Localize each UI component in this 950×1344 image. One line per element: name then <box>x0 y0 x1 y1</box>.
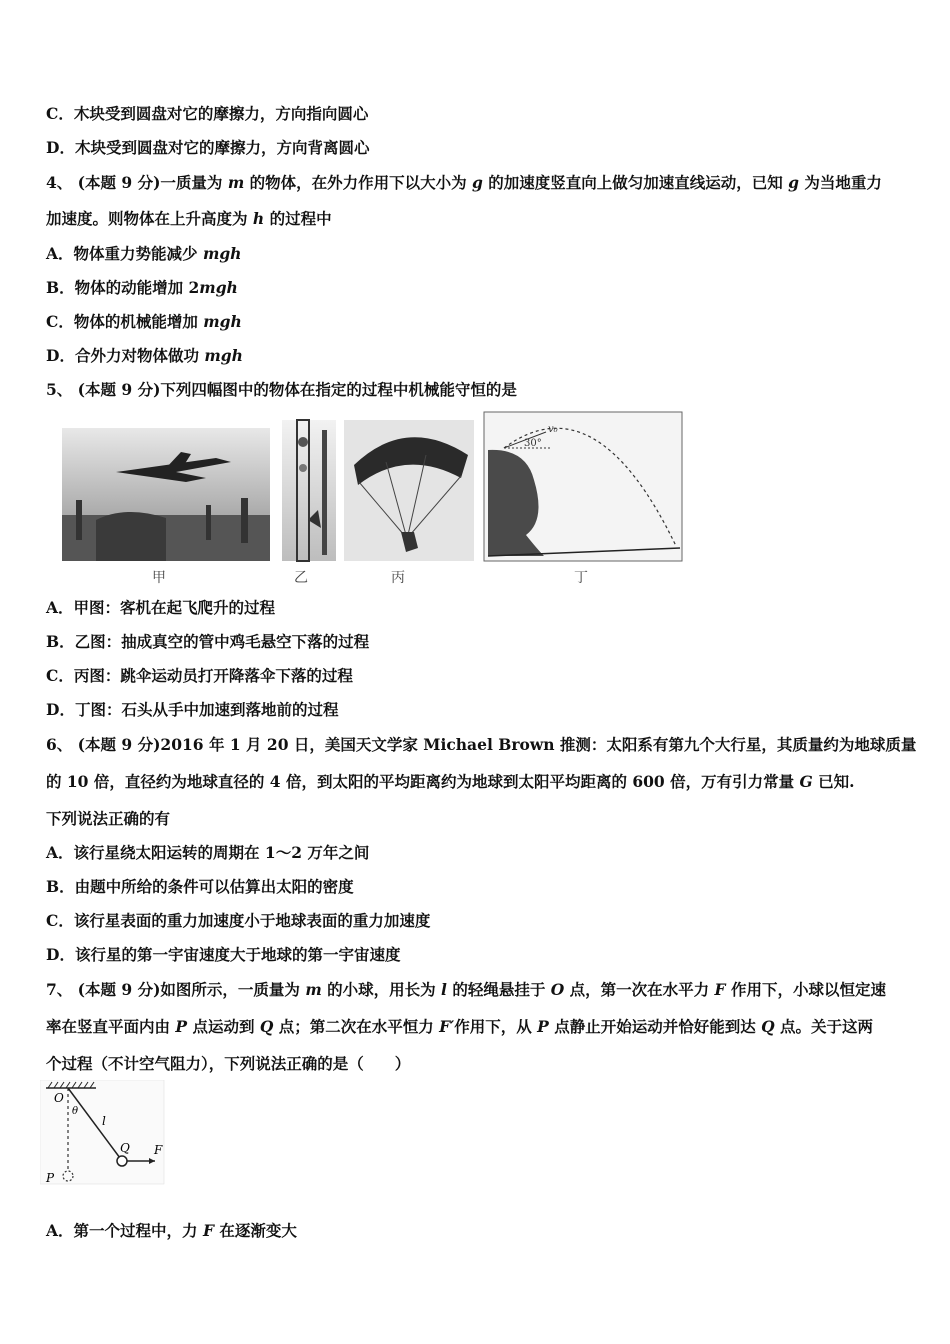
q3-option-d: D．木块受到圆盘对它的摩擦力，方向背离圆心 <box>46 138 370 157</box>
q6-option-d: D．该行星的第一宇宙速度大于地球的第一宇宙速度 <box>46 945 401 964</box>
label-theta: θ <box>72 1106 79 1117</box>
q4-option-c: C．物体的机械能增加 mgh <box>46 312 242 331</box>
q5-figure <box>56 410 686 585</box>
q5-option-c: C．丙图：跳伞运动员打开降落伞下落的过程 <box>46 666 353 685</box>
q7-stem-line1: 7、 (本题 9 分)如图所示，一质量为 m 的小球，用长为 l 的轻绳悬挂于 O 点，第一次在水平力 F 作用下，小球以恒定速 <box>46 980 886 999</box>
caption-ding: 丁 <box>574 570 588 585</box>
q6-stem-line1: 6、 (本题 9 分)2016 年 1 月 20 日，美国天文学家 Michael Brown 推测：太阳系有第九个大行星，其质量约为地球质量 <box>46 735 917 754</box>
label-l: l <box>102 1114 106 1128</box>
panel-jia-airplane <box>62 428 270 561</box>
panel-ding-projectile <box>484 412 682 561</box>
q3-option-c: C．木块受到圆盘对它的摩擦力，方向指向圆心 <box>46 104 369 123</box>
angle-label: 30° <box>524 438 542 449</box>
q4-option-a: A．物体重力势能减少 mgh <box>46 244 242 263</box>
q5-option-b: B．乙图：抽成真空的管中鸡毛悬空下落的过程 <box>46 632 370 651</box>
q6-stem-line3: 下列说法正确的有 <box>46 809 171 828</box>
q6-stem-line2: 的 10 倍，直径约为地球直径的 4 倍，到太阳的平均距离约为地球到太阳平均距离的 600 倍，万有引力常量 G 已知. <box>46 772 855 791</box>
q7-stem-line2: 率在竖直平面内由 P 点运动到 Q 点；第二次在水平恒力 F′作用下，从 P 点静止开始运动并恰好能到达 Q 点。关于这两 <box>46 1017 874 1036</box>
q4-option-b: B．物体的动能增加 2mgh <box>46 278 238 297</box>
caption-bing: 丙 <box>391 570 405 585</box>
caption-jia: 甲 <box>152 570 166 585</box>
q6-option-a: A．该行星绕太阳运转的周期在 1～2 万年之间 <box>46 843 370 862</box>
q5-option-d: D．丁图：石头从手中加速到落地前的过程 <box>46 700 339 719</box>
panel-bing-parachute <box>344 420 474 561</box>
label-o: O <box>54 1091 64 1105</box>
q6-option-c: C．该行星表面的重力加速度小于地球表面的重力加速度 <box>46 911 431 930</box>
q4-stem-line2: 加速度。则物体在上升高度为 h 的过程中 <box>46 209 332 228</box>
q7-stem-line3: 个过程（不计空气阻力），下列说法正确的是（ ） <box>46 1054 411 1073</box>
q7-option-a: A．第一个过程中，力 F 在逐渐变大 <box>46 1221 297 1240</box>
label-p: P <box>46 1171 55 1185</box>
q4-option-d: D．合外力对物体做功 mgh <box>46 346 243 365</box>
caption-yi: 乙 <box>294 570 308 585</box>
q6-option-b: B．由题中所给的条件可以估算出太阳的密度 <box>46 877 354 896</box>
q5-stem: 5、 (本题 9 分)下列四幅图中的物体在指定的过程中机械能守恒的是 <box>46 380 517 399</box>
label-q: Q <box>120 1141 130 1155</box>
q5-option-a: A．甲图：客机在起飞爬升的过程 <box>46 598 276 617</box>
label-f: F <box>154 1143 163 1157</box>
q4-stem-line1: 4、 (本题 9 分)一质量为 m 的物体，在外力作用下以大小为 g 的加速度竖直向上做匀加速直线运动，已知 g 为当地重力 <box>46 173 882 192</box>
velocity-label: v₀ <box>548 424 558 435</box>
ball-q <box>117 1156 127 1166</box>
panel-yi-vacuum-tube <box>282 420 336 561</box>
q7-pendulum-figure <box>40 1080 170 1188</box>
